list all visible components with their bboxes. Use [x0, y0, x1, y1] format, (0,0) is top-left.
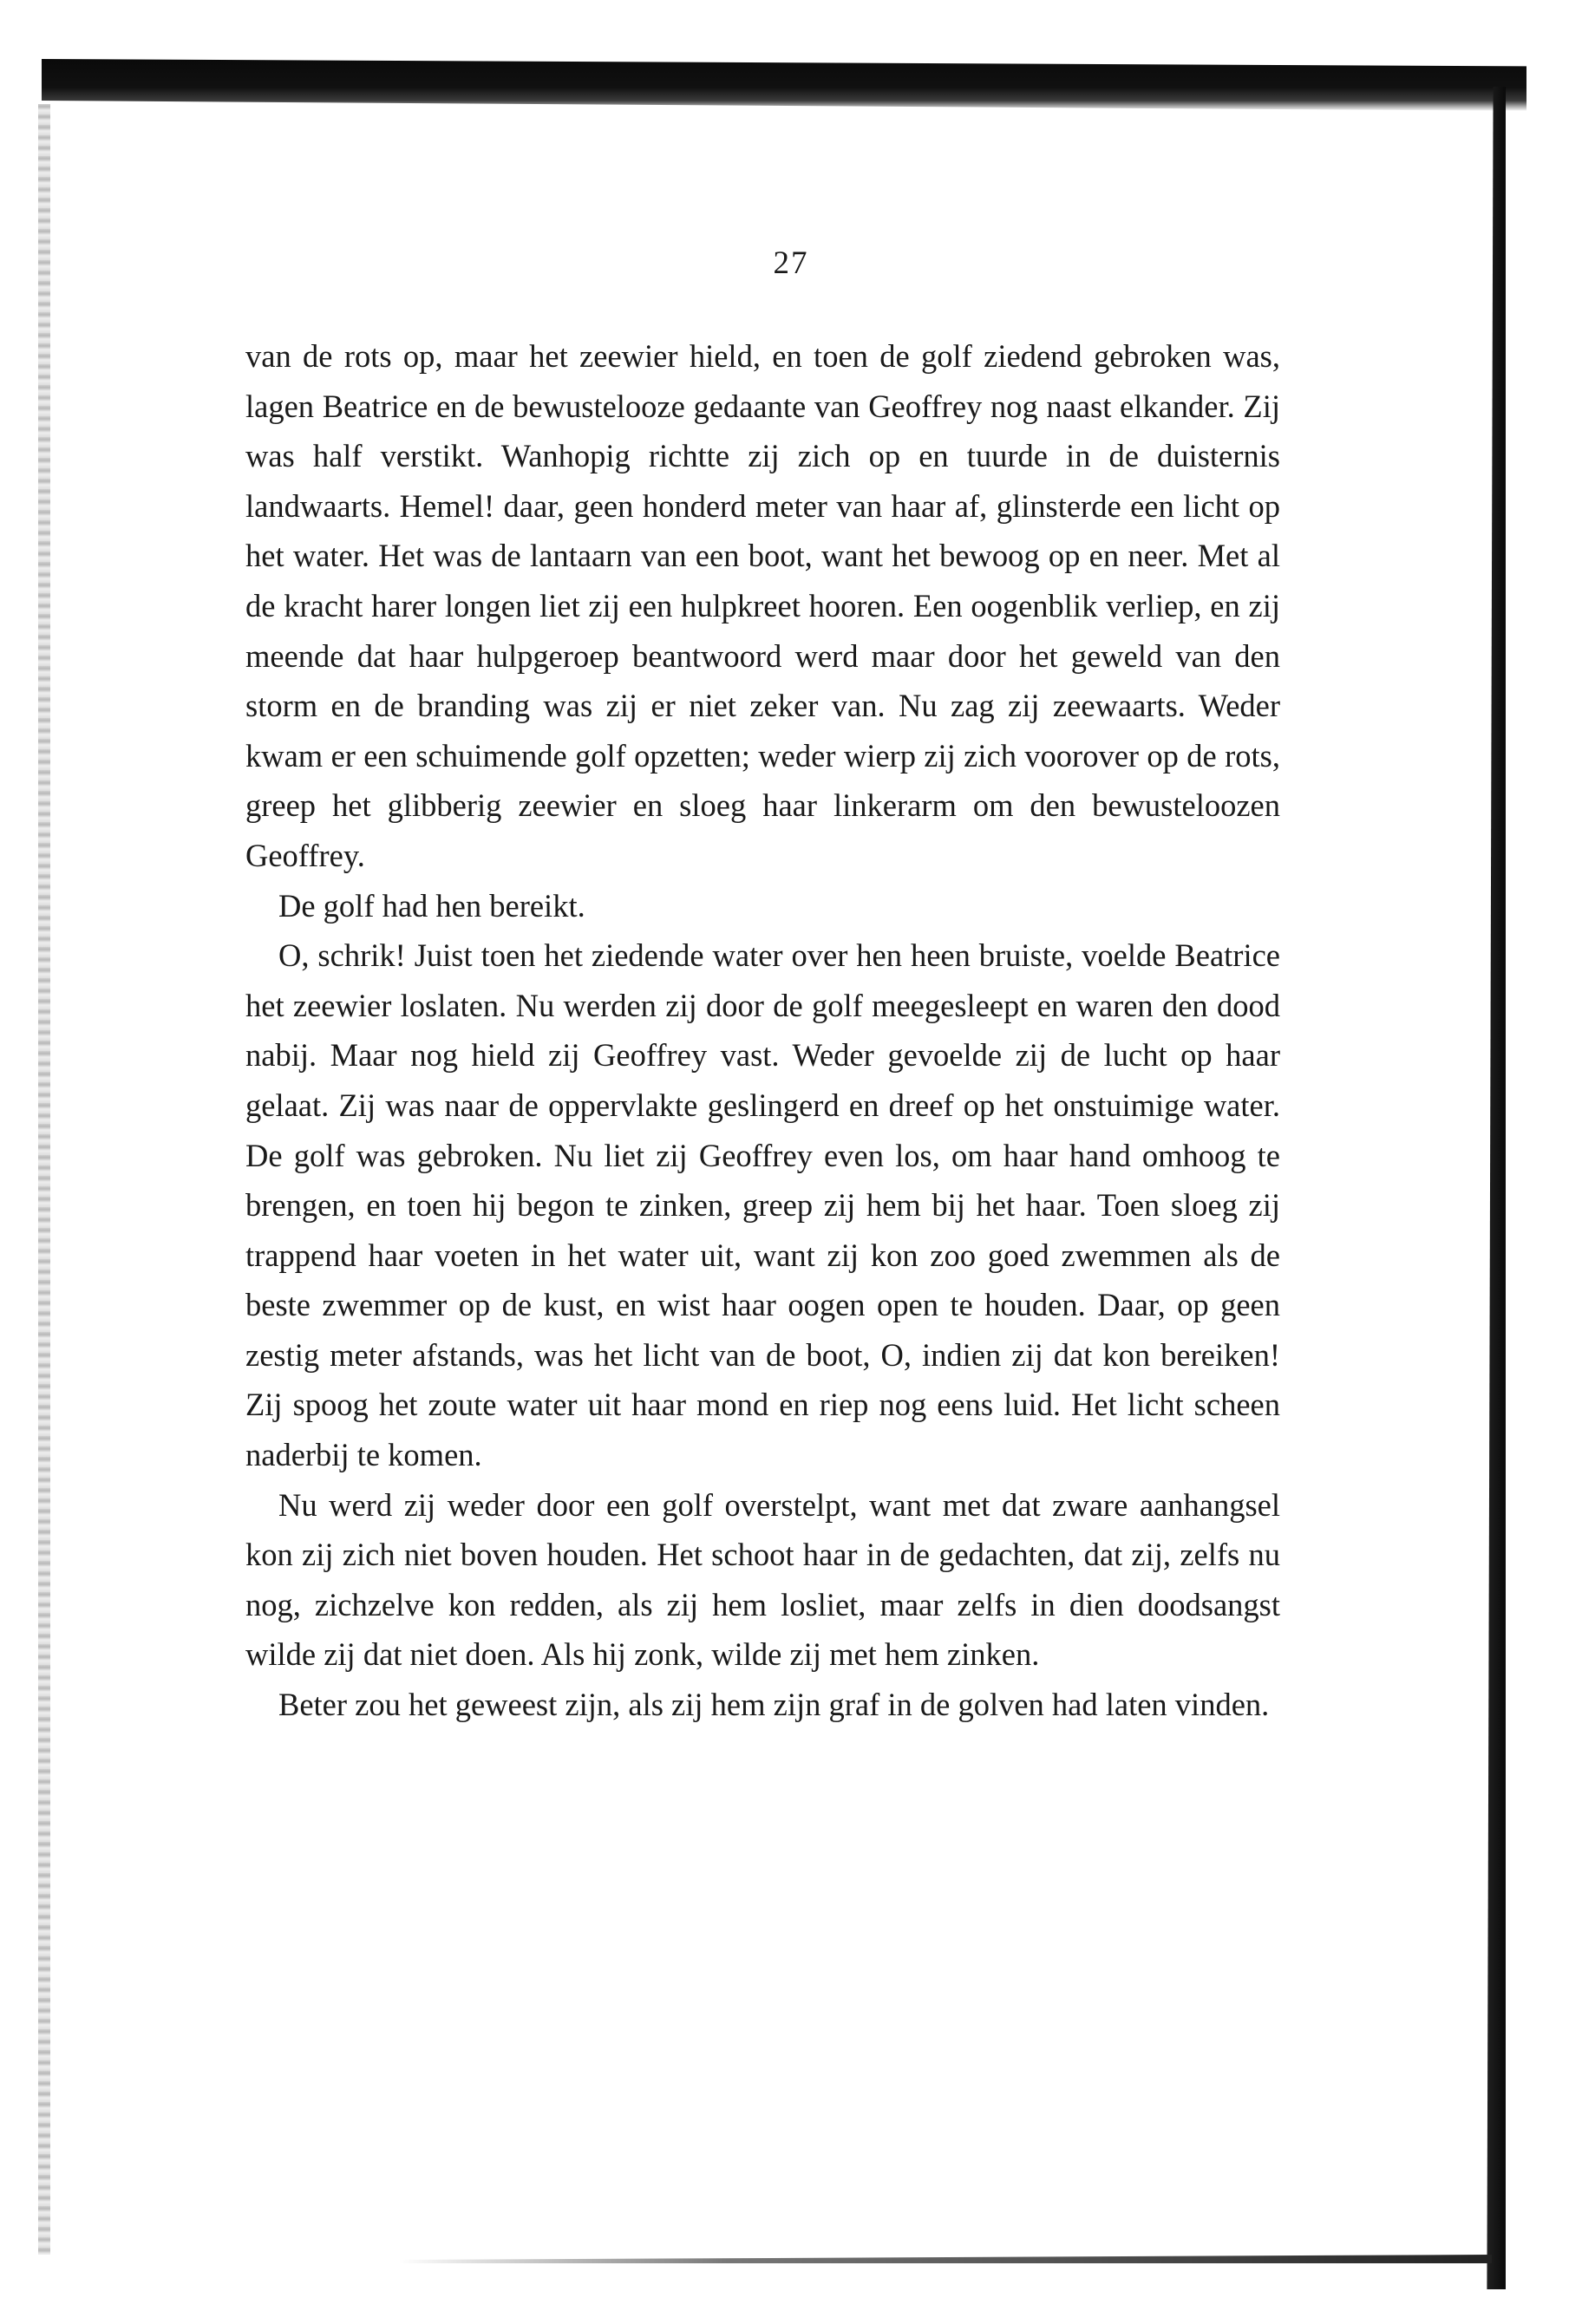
scan-edge-bottom	[399, 2255, 1492, 2263]
page-number: 27	[773, 245, 809, 281]
body-text	[245, 331, 1280, 1730]
scan-edge-right	[1474, 87, 1506, 2289]
paragraph-4: Nu werd zij weder door een golf overstelpt, want met dat zware aanhangsel kon zij zich niet boven houden. Het schoot haar in de gedachten, dat zij, zelfs nu nog, zichzelve kon redden, als zij hem losliet, maar zelfs in dien doodsangst wilde zij dat niet doen. Als hij zonk, wilde zij met hem zinken.	[245, 1486, 1280, 1673]
scan-edge-left	[38, 104, 50, 2255]
paragraph-3: O, schrik! Juist toen het ziedende water over hen heen bruiste, voelde Beatrice het zeewier loslaten. Nu werden zij door de golf meegesleept en waren den dood nabij. Maar nog hield zij Geoffrey vast. Weder gevoelde zij de lucht op haar gelaat. Zij was naar de oppervlakte geslingerd en dreef op het onstuimige water. De golf was gebroken. Nu liet zij Geoffrey even los, om haar hand omhoog te brengen, en toen hij begon te zinken, greep zij hem bij het haar. Toen sloeg zij trappend haar voeten in het water uit, want zij kon zoo goed zwemmen als de beste zwemmer op de kust, en wist haar oogen open te houden. Daar, op geen zestig meter afstands, was het licht van de boot, O, indien zij dat kon bereiken! Zij spoog het zoute water uit haar mond en riep nog eens luid. Het licht scheen naderbij te komen.	[245, 937, 1280, 1473]
paragraph-1: van de rots op, maar het zeewier hield, en toen de golf ziedend gebroken was, lagen Beatrice en de bewustelooze gedaante van Geoffrey nog naast elkander. Zij was half verstikt. Wanhopig richtte zij zich op en tuurde in de duisternis landwaarts. Hemel! daar, geen honderd meter van haar af, glinsterde een licht op het water. Het was de lantaarn van een boot, want het bewoog op en neer. Met al de kracht harer longen liet zij een hulpkreet hooren. Een oogenblik verliep, en zij meende dat haar hulpgeroep beantwoord werd maar door het geweld van den storm en de branding was zij er niet zeker van. Nu zag zij zeewaarts. Weder kwam er een schuimende golf opzetten; weder wierp zij zich voorover op de rots, greep het glibberig zeewier en sloeg haar linkerarm om den bewusteloozen Geoffrey.	[245, 338, 1280, 873]
paragraph-5: Beter zou het geweest zijn, als zij hem zijn graf in de golven had laten vinden.	[278, 1687, 1270, 1723]
paragraph-2: De golf had hen bereikt.	[278, 887, 585, 924]
scan-edge-top	[42, 59, 1526, 111]
